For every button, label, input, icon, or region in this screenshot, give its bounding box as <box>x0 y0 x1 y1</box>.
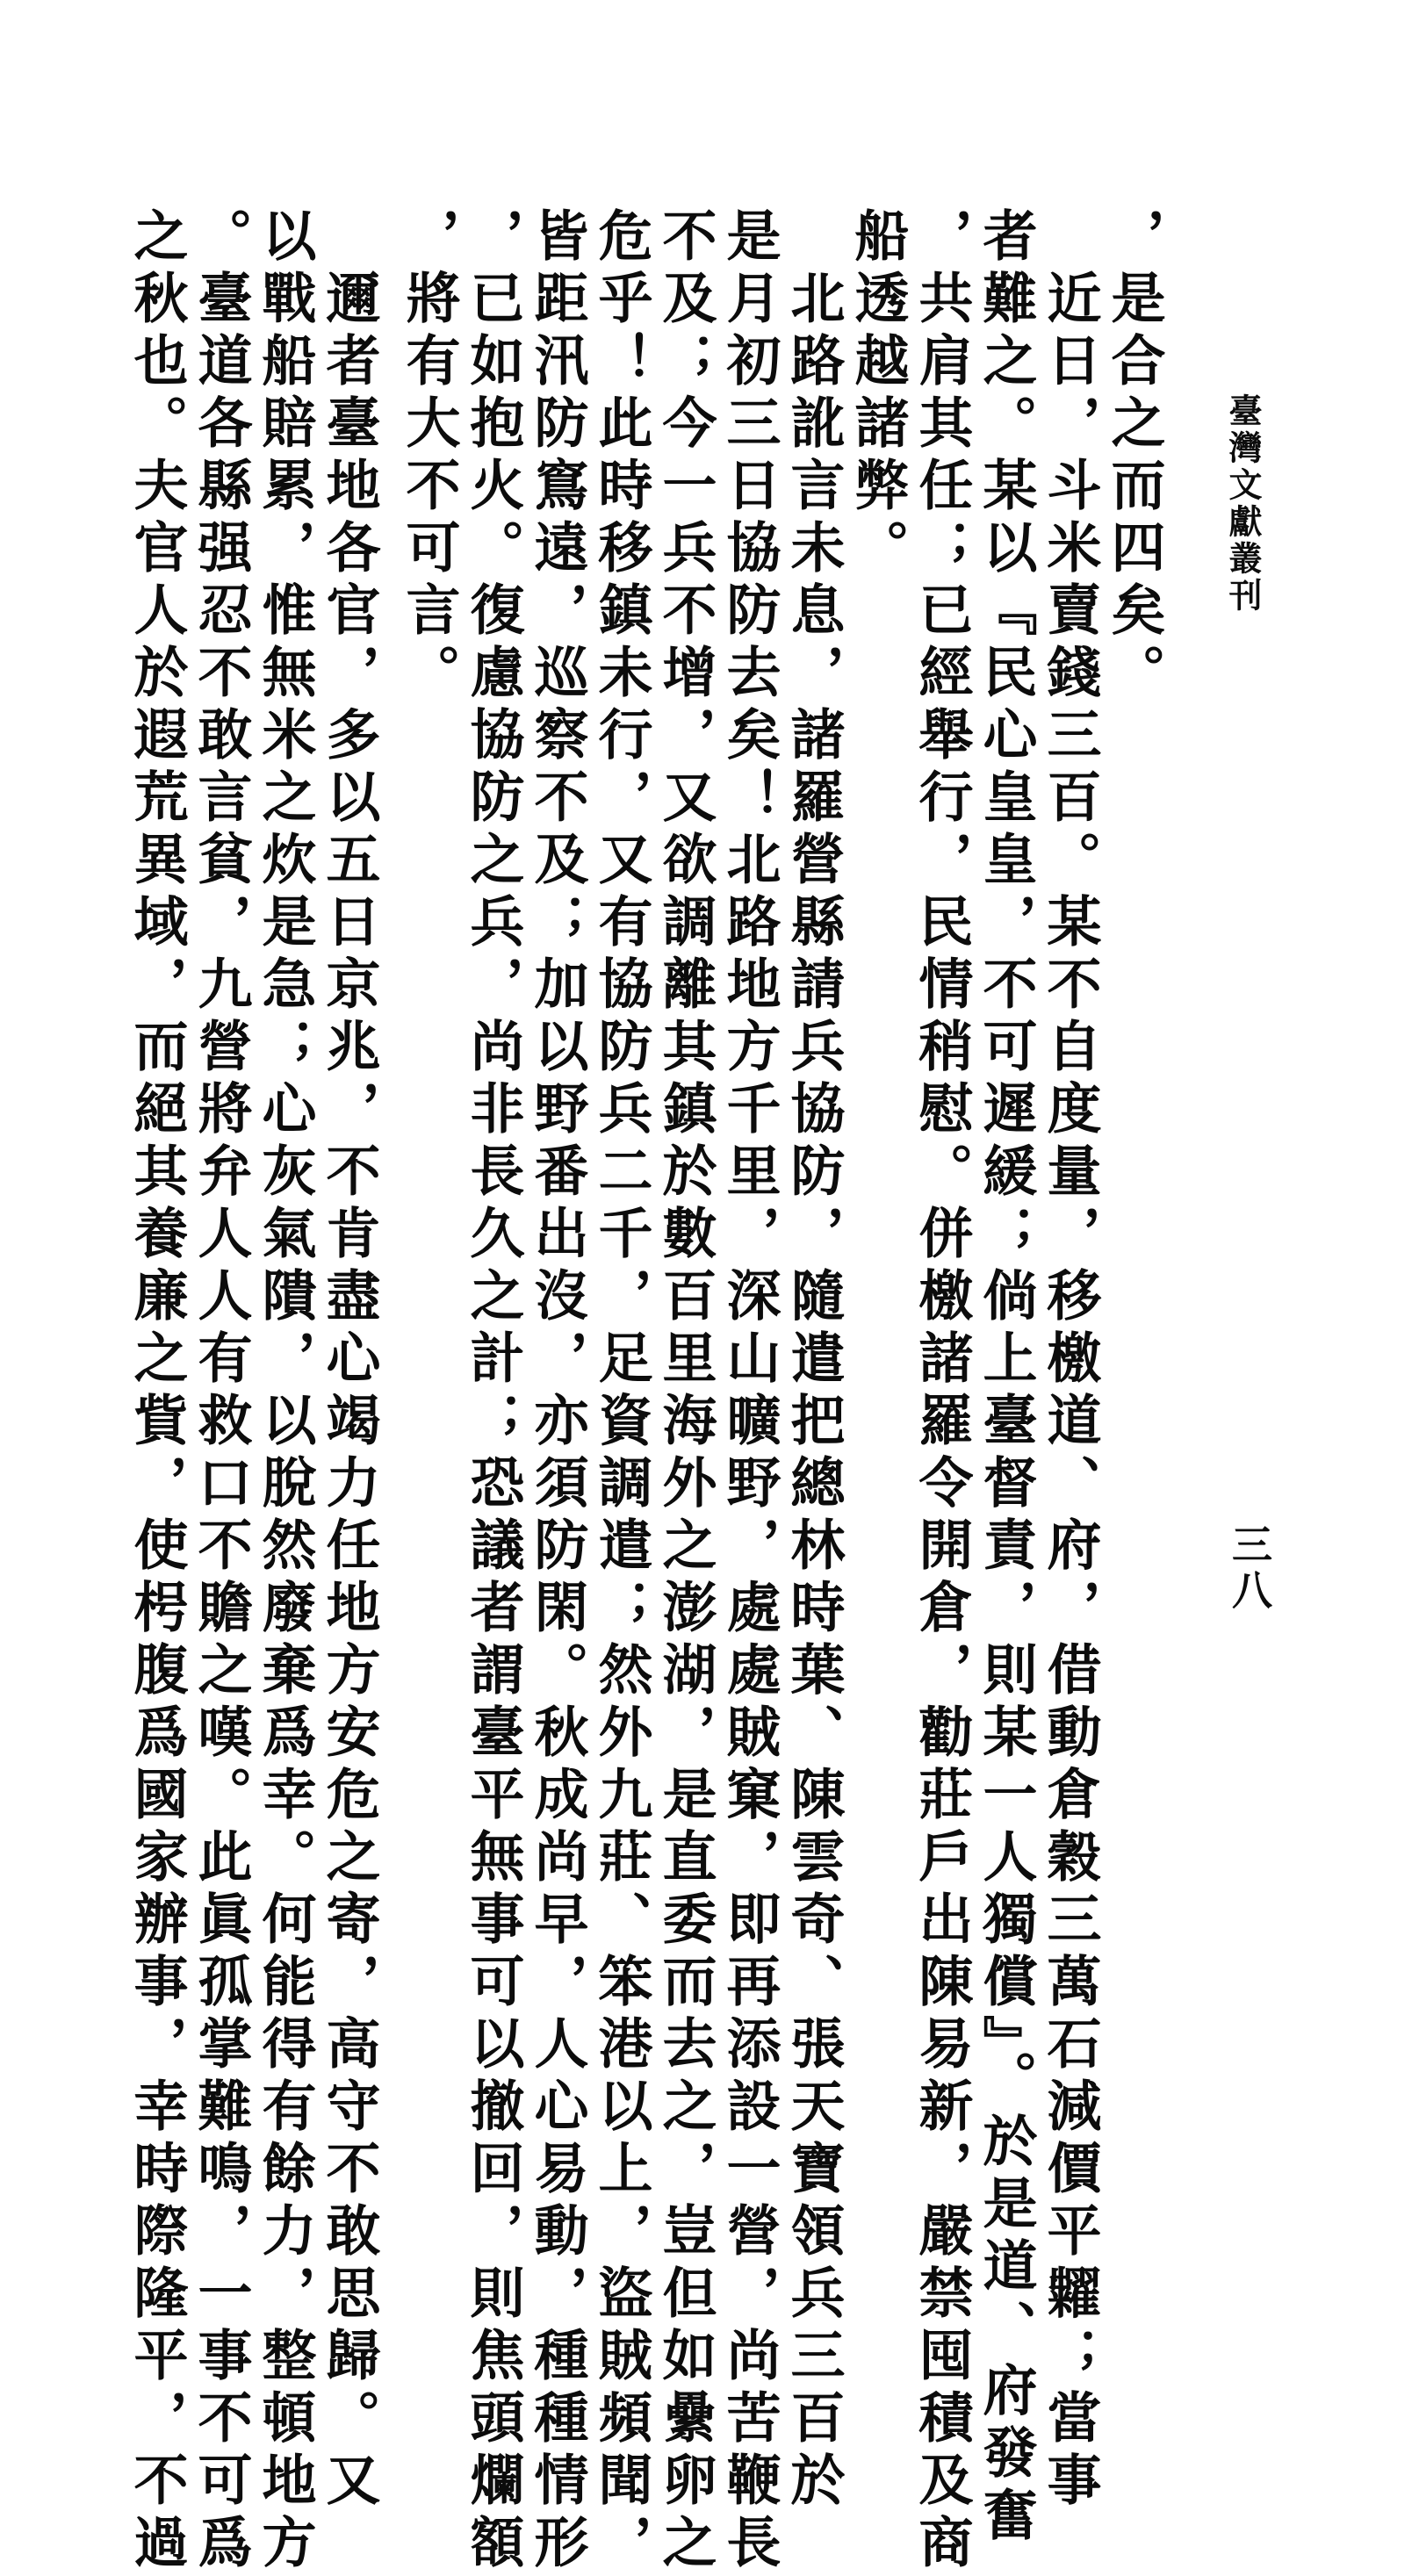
text-column-2: 近日，斗米賣錢三百。某不自度量，移檄道、府，借動倉穀三萬石減價平糶；當事 <box>1038 207 1102 2514</box>
text-column-9: 危乎！此時移鎮未行，又有協防兵二千，足資調遣；然外九莊、笨港以上，盜賊頻聞， <box>589 207 653 2576</box>
text-column-11: ，已如抱火。復慮協防之兵，尚非長久之計；恐議者謂臺平無事可以撤回，則焦頭爛額 <box>461 207 525 2576</box>
page-number: 三八 <box>1226 1523 1273 1615</box>
text-column-15: 。臺道各縣强忍不敢言貧，九營將弁人人有救口不贍之嘆。此眞孤掌難鳴，一事不可爲 <box>189 207 253 2576</box>
text-column-5: 船透越諸弊。 <box>846 207 910 581</box>
text-column-12: ，將有大不可言。 <box>397 207 461 706</box>
text-column-3: 者難之。某以『民心皇皇，不可遲緩；倘上臺督責，則某一人獨償』。於是道、府發奮 <box>974 207 1038 2549</box>
text-column-16: 之秋也。夫官人於遐荒異域，而絕其養廉之貲，使枵腹爲國家辦事，幸時際隆平，不過 <box>125 207 189 2576</box>
running-header-title: 臺灣文獻叢刊 <box>1223 393 1263 615</box>
text-column-10: 皆距汛防窵遠，巡察不及；加以野番出沒，亦須防閑。秋成尚早，人心易動，種種情形 <box>525 207 589 2576</box>
text-column-1: ，是合之而四矣。 <box>1102 207 1166 706</box>
text-column-14: 以戰船賠累，惟無米之炊是急；心灰氣隤，以脫然廢棄爲幸。何能得有餘力，整頓地方 <box>253 207 317 2576</box>
text-column-13: 邇者臺地各官，多以五日京兆，不肯盡心竭力任地方安危之寄，高守不敢思歸。又 <box>317 207 381 2514</box>
text-column-8: 不及；今一兵不增，又欲調離其鎮於數百里海外之澎湖，是直委而去之，豈但如纍卵之 <box>653 207 717 2576</box>
text-column-7: 是月初三日協防去矣！北路地方千里，深山曠野，處處賊窠，即再添設一營，尚苦鞭長 <box>717 207 782 2576</box>
text-column-4: ，共肩其任；已經舉行，民情稍慰。併檄諸羅令開倉，勸莊戶出陳易新，嚴禁囤積及商 <box>910 207 974 2576</box>
text-column-6: 北路訛言未息，諸羅營縣請兵協防，隨遣把總林時葉、陳雲奇、張天寶領兵三百於 <box>782 207 846 2514</box>
